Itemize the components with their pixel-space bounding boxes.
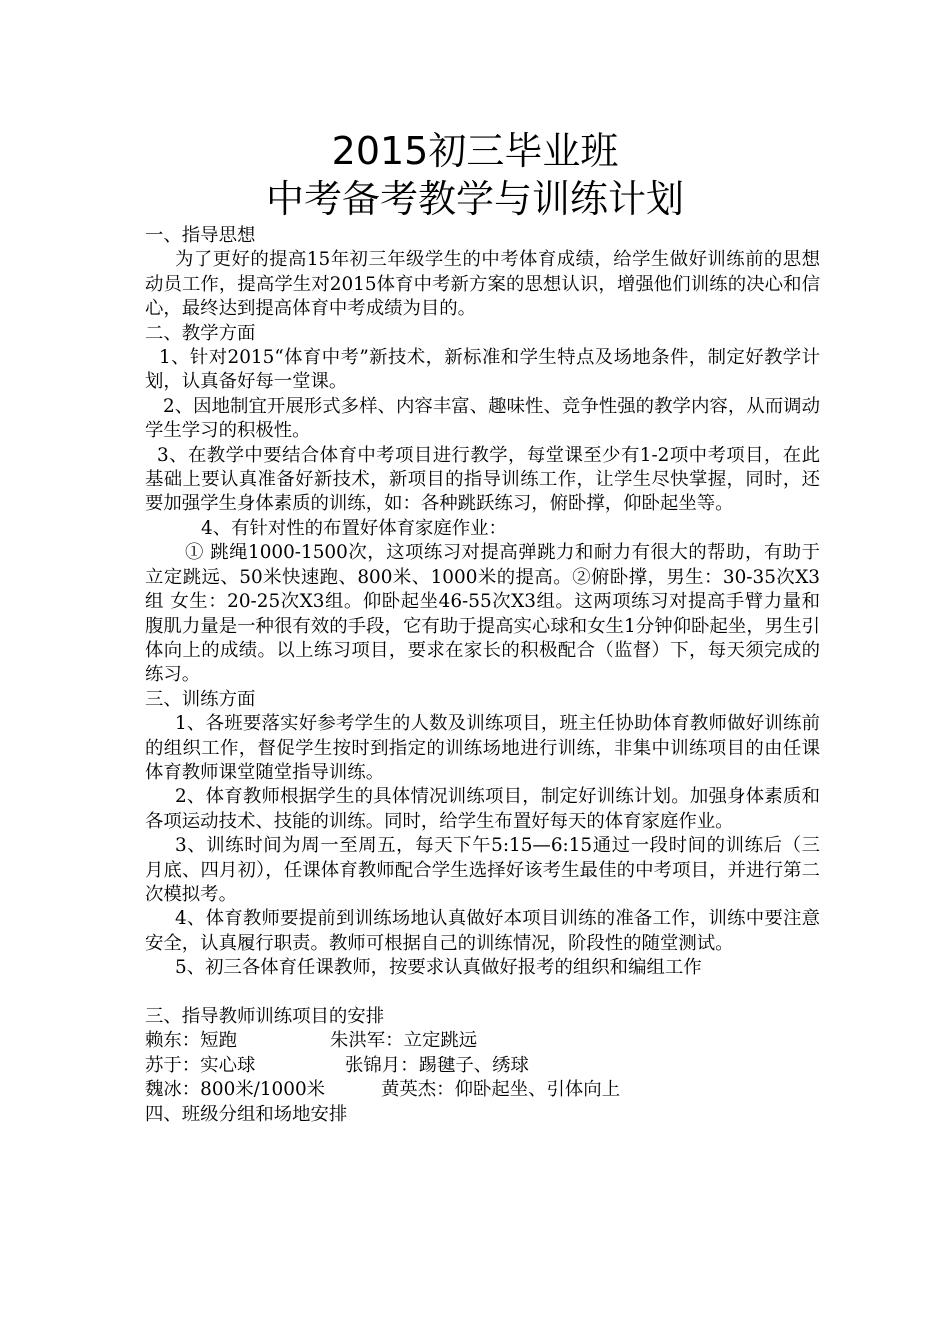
- assignment-left: 赖东：短跑: [145, 1030, 237, 1052]
- paragraph-training-5: 5、初三各体育任课教师，按要求认真做好报考的组织和编组工作: [175, 957, 702, 979]
- assignment-row: [145, 1029, 820, 1053]
- paragraph-teaching-1: 1、针对2015“体育中考”新技术，新标准和学生特点及场地条件，制定好教学计划，认真备好每一堂课。: [145, 347, 820, 393]
- paragraph-training-3: 3、训练时间为周一至周五，每天下午5:15—6:15通过一段时间的训练后（三月底、四月初），任课体育教师配合学生选择好该考生最佳的中考项目，并进行第二次模拟考。: [145, 835, 820, 905]
- section-heading-guide: 一、指导思想: [145, 225, 256, 246]
- document-body: [145, 224, 820, 1127]
- document-title-line1: 2015初三毕业班: [331, 129, 619, 173]
- paragraph-training-2: 2、体育教师根据学生的具体情况训练项目，制定好训练计划。加强身体素质和各项运动技术、技能的训练。同时，给学生布置好每天的体育家庭作业。: [145, 786, 820, 832]
- paragraph-teaching-4: 4、有针对性的布置好体育家庭作业：: [201, 517, 507, 539]
- document-title-line2: 中考备考教学与训练计划: [265, 177, 684, 221]
- section-heading-teaching: 二、教学方面: [145, 322, 256, 344]
- paragraph-training-1: 1、各班要落实好参考学生的人数及训练项目，班主任协助体育教师做好训练前的组织工作，督促学生按时到指定的训练场地进行训练，非集中训练项目的由任课体育教师课堂随堂指导训练。: [145, 713, 820, 783]
- assignment-right: 黄英杰：仰卧起坐、引体向上: [381, 1079, 621, 1101]
- assignment-right: 张锦月：踢毽子、绣球: [345, 1054, 529, 1076]
- paragraph-teaching-4-detail: ① 跳绳1000-1500次，这项练习对提高弹跳力和耐力有很大的帮助，有助于立定跳远、50米快速跑、800米、1000米的提高。②俯卧撑，男生：30-35次X3组 女生：20-25次X3组。仰卧起坐46-55次X3组。这两项练习对提高手臂力量和腹肌力量是一种很有效的手段，它有助于提高实心球和女生1分钟仰卧起坐，男生引体向上的成绩。以上练习项目，要求在家长的积极配合（监督）下，每天须完成的练习。: [145, 542, 820, 686]
- paragraph-guide: 为了更好的提高15年初三年级学生的中考体育成绩，给学生做好训练前的思想动员工作，提高学生对2015体育中考新方案的思想认识，增强他们训练的决心和信心，最终达到提高体育中考成绩为目的。: [145, 249, 820, 320]
- paragraph-teaching-2: 2、因地制宜开展形式多样、内容丰富、趣味性、竞争性强的教学内容，从而调动学生学习的积极性。: [145, 395, 820, 442]
- section-heading-assignment: 三、指导教师训练项目的安排: [145, 1005, 385, 1027]
- blank-line: [145, 981, 820, 1005]
- assignment-row: [145, 1054, 820, 1078]
- section-heading-grouping: 四、班级分组和场地安排: [145, 1103, 348, 1125]
- paragraph-training-4: 4、体育教师要提前到训练场地认真做好本项目训练的准备工作，训练中要注意安全，认真履行职责。教师可根据自己的训练情况，阶段性的随堂测试。: [145, 908, 820, 954]
- assignment-right: 朱洪军：立定跳远: [330, 1030, 478, 1052]
- assignment-row: [145, 1078, 820, 1102]
- paragraph-teaching-3: 3、在教学中要结合体育中考项目进行教学，每堂课至少有1-2项中考项目，在此基础上要认真准备好新技术，新项目的指导训练工作，让学生尽快掌握，同时，还要加强学生身体素质的训练，如：各种跳跃练习，俯卧撑，仰卧起坐等。: [145, 444, 820, 515]
- assignment-left: 魏冰：800米/1000米: [145, 1079, 326, 1101]
- assignment-left: 苏于：实心球: [145, 1054, 256, 1076]
- section-heading-training: 三、训练方面: [145, 688, 256, 710]
